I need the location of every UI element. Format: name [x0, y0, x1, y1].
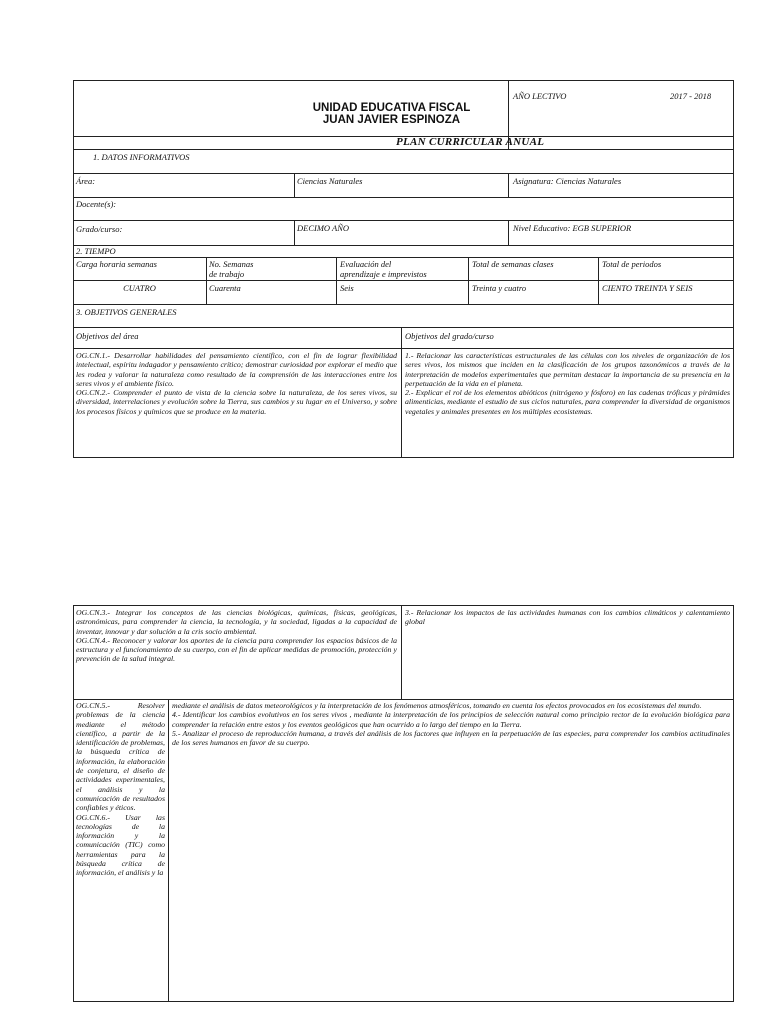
og-cn-6: OG.CN.6.- Usar las tecnologías de la información y la comunicación (TIC) como herramientas para la búsqueda crítica de información, el análisis y la	[76, 812, 165, 878]
tiempo-value-semanas: Cuarenta	[209, 283, 241, 293]
tiempo-header-semanas: No. Semanas de trabajo	[209, 259, 254, 279]
tiempo-header-carga: Carga horaria semanas	[76, 259, 157, 269]
objetivos-area-header: Objetivos del área	[76, 331, 139, 341]
grado-objetivo-5: 5.- Analizar el proceso de reproducción humana, a través del análisis de los factores que influyen en la perpetuación de las especies, para comprender los cambios actitudinales de los seres humanos en favor de su cuerpo.	[172, 728, 730, 748]
datos-section-title: 1. DATOS INFORMATIVOS	[93, 152, 190, 162]
objetivos-area-text-1	[76, 351, 397, 416]
tiempo-value-carga: CUATRO	[123, 283, 156, 293]
objetivos-area-text-3	[76, 701, 165, 878]
ano-lectivo-value: 2017 - 2018	[670, 91, 712, 101]
school-name-line2: JUAN JAVIER ESPINOZA	[322, 114, 461, 126]
objetivos-table-continued	[73, 605, 734, 1002]
nivel-educativo: Nivel Educativo: EGB SUPERIOR	[513, 223, 632, 233]
school-name	[294, 102, 489, 126]
tiempo-section-title: 2. TIEMPO	[76, 246, 116, 256]
grado-value: DECIMO AÑO	[297, 223, 350, 233]
asignatura: Asignatura: Ciencias Naturales	[513, 176, 622, 186]
objetivos-area-text-2	[76, 608, 397, 664]
og-cn-5: OG.CN.5.- Resolver problemas de la ciencia mediante el método científico, a partir de la identificación de problemas, la búsqueda crítica de información, la elaboración de conjetura, el diseño de actividades experimentales, el análisis y la comunicación de resultados confiables y éticos.	[76, 701, 165, 813]
objetivos-grado-header: Objetivos del grado/curso	[405, 331, 494, 341]
tiempo-header-total-periodos: Total de periodos	[602, 259, 662, 269]
grado-objetivo-4: 4.- Identificar los cambios evolutivos en los seres vivos , mediante la interpretación de los principios de selección natural como principio rector de la evolución biológica para comprender la relación entre estos y los eventos geológicos que han ocurrido a lo largo del tiempo en la Tierra.	[172, 710, 730, 729]
tiempo-value-evaluacion: Seis	[340, 283, 354, 293]
tiempo-value-total-semanas: Treinta y cuatro	[472, 283, 527, 293]
plan-title: PLAN CURRICULAR ANUAL	[396, 136, 545, 148]
tiempo-header-evaluacion: Evaluación del aprendizaje e imprevistos	[340, 259, 427, 279]
objetivos-grado-text-1	[405, 351, 730, 416]
objetivos-section-title: 3. OBJETIVOS GENERALES	[76, 307, 177, 317]
og-cn-4: OG.CN.4.- Reconocer y valorar los aportes de la ciencia para comprender los espacios básicos de la estructura y el funcionamiento de su cuerpo, con el fin de aplicar medidas de promoción, protección y prevención de la salud integral.	[76, 635, 397, 664]
og-cn-2: OG.CN.2.- Comprender el punto de vista de la ciencia sobre la naturaleza, de los seres vivos, su diversidad, interrelaciones y evolución sobre la Tierra, sus cambios y su lugar en el Universo, y sobre los procesos físicos y químicos que se produce en la materia.	[76, 388, 397, 416]
area-label: Área:	[76, 176, 96, 186]
og-cn-1: OG.CN.1.- Desarrollar habilidades del pensamiento científico, con el fin de lograr flexibilidad intelectual, espíritu indagador y pensamiento crítico; demostrar curiosidad por explorar el medio que les rodea y valorar la naturaleza como resultado de la comprensión de las interacciones entre los seres vivos y el ambiente físico.	[76, 351, 397, 388]
objetivos-grado-text-2: 3.- Relacionar los impactos de las actividades humanas con los cambios climáticos y calentamiento global	[405, 608, 730, 627]
objetivos-grado-text-3	[172, 701, 730, 747]
grado-objetivo-1: 1.- Relacionar las características estructurales de las células con los niveles de organización de los seres vivos, los mismos que inciden en la clasificación de los grupos taxonómicos a través de la interpretación de modelos experimentales que permitan destacar la importancia de su presencia en la perpetuación de la vida en el planeta.	[405, 351, 730, 388]
grado-objetivo-3-continued: mediante el análisis de datos meteorológicos y la interpretación de los fenómenos atmosféricos, tomando en cuenta los efectos provocados en los ecosistemas del mundo.	[172, 701, 702, 710]
ano-lectivo-label: AÑO LECTIVO	[513, 91, 567, 101]
area-value: Ciencias Naturales	[297, 176, 363, 186]
tiempo-header-total-semanas: Total de semanas clases	[472, 259, 554, 269]
og-cn-3: OG.CN.3.- Integrar los conceptos de las ciencias biológicas, químicas, físicas, geológicas, astronómicas, para comprender la ciencia, la tecnología, y la sociedad, ligadas a la capacidad de inventar, innovar y dar solución a la cris socio ambiental.	[76, 608, 397, 636]
school-name-line1: UNIDAD EDUCATIVA FISCAL	[312, 102, 471, 114]
tiempo-value-total-periodos: CIENTO TREINTA Y SEIS	[602, 283, 693, 293]
grado-label: Grado/curso:	[76, 224, 123, 234]
docente-label: Docente(s):	[76, 199, 117, 209]
grado-objetivo-2: 2.- Explicar el rol de los elementos abióticos (nitrógeno y fósforo) en las cadenas tróficas y pirámides alimenticias, mediante el estudio de sus ciclos naturales, para comprender la diversidad de organismos vegetales y animales presentes en los múltiples ecosistemas.	[405, 388, 730, 416]
